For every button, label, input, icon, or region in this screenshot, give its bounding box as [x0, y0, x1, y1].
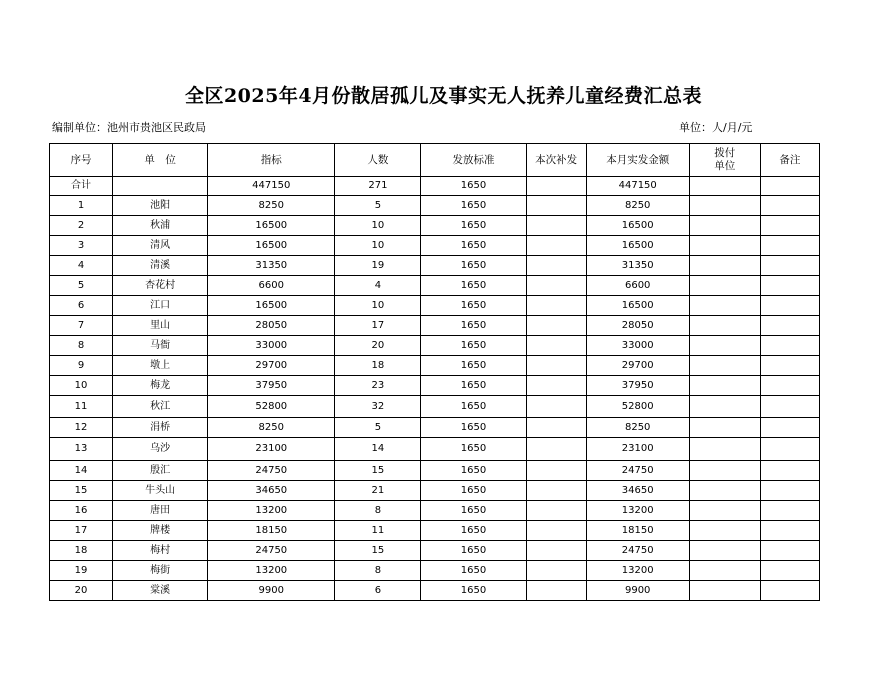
cell-supplement — [526, 581, 586, 601]
cell-payer — [689, 501, 760, 521]
cell-standard: 1650 — [421, 561, 526, 581]
header-remark: 备注 — [760, 144, 819, 177]
cell-supplement — [526, 336, 586, 356]
cell-quota: 37950 — [208, 376, 335, 396]
cell-actual: 52800 — [586, 396, 689, 418]
cell-unit: 里山 — [113, 316, 208, 336]
cell-payer — [689, 336, 760, 356]
cell-quota: 33000 — [208, 336, 335, 356]
total-people: 271 — [335, 177, 421, 196]
cell-actual: 37950 — [586, 376, 689, 396]
cell-standard: 1650 — [421, 236, 526, 256]
cell-supplement — [526, 438, 586, 461]
total-quota: 447150 — [208, 177, 335, 196]
cell-unit: 秋江 — [113, 396, 208, 418]
cell-unit: 清风 — [113, 236, 208, 256]
table-row — [50, 438, 820, 461]
cell-quota: 24750 — [208, 461, 335, 481]
cell-remark — [760, 581, 819, 601]
cell-unit: 梅街 — [113, 561, 208, 581]
cell-supplement — [526, 196, 586, 216]
header-payer — [689, 144, 760, 177]
table-row — [50, 256, 820, 276]
cell-quota: 52800 — [208, 396, 335, 418]
cell-remark — [760, 196, 819, 216]
cell-payer — [689, 316, 760, 336]
cell-standard: 1650 — [421, 396, 526, 418]
cell-supplement — [526, 481, 586, 501]
cell-quota: 16500 — [208, 216, 335, 236]
cell-quota: 34650 — [208, 481, 335, 501]
cell-standard: 1650 — [421, 316, 526, 336]
cell-remark — [760, 541, 819, 561]
cell-supplement — [526, 276, 586, 296]
cell-supplement — [526, 216, 586, 236]
cell-quota: 29700 — [208, 356, 335, 376]
cell-remark — [760, 356, 819, 376]
cell-payer — [689, 396, 760, 418]
cell-people: 18 — [335, 356, 421, 376]
cell-unit: 牌楼 — [113, 521, 208, 541]
cell-actual: 8250 — [586, 418, 689, 438]
cell-no: 5 — [50, 276, 113, 296]
cell-unit: 池阳 — [113, 196, 208, 216]
cell-people: 5 — [335, 196, 421, 216]
cell-standard: 1650 — [421, 521, 526, 541]
cell-unit: 秋浦 — [113, 216, 208, 236]
cell-no: 6 — [50, 296, 113, 316]
cell-supplement — [526, 376, 586, 396]
table-row — [50, 581, 820, 601]
total-label: 合计 — [50, 177, 113, 196]
cell-unit: 马衙 — [113, 336, 208, 356]
cell-no: 12 — [50, 418, 113, 438]
cell-remark — [760, 521, 819, 541]
cell-actual: 8250 — [586, 196, 689, 216]
cell-unit: 乌沙 — [113, 438, 208, 461]
header-quota: 指标 — [208, 144, 335, 177]
cell-payer — [689, 418, 760, 438]
cell-quota: 31350 — [208, 256, 335, 276]
cell-people: 10 — [335, 216, 421, 236]
cell-payer — [689, 561, 760, 581]
cell-supplement — [526, 356, 586, 376]
total-standard: 1650 — [421, 177, 526, 196]
cell-no: 15 — [50, 481, 113, 501]
cell-unit: 清溪 — [113, 256, 208, 276]
cell-actual: 16500 — [586, 236, 689, 256]
cell-actual: 18150 — [586, 521, 689, 541]
cell-standard: 1650 — [421, 481, 526, 501]
cell-people: 11 — [335, 521, 421, 541]
total-supplement — [526, 177, 586, 196]
cell-payer — [689, 541, 760, 561]
total-payer — [689, 177, 760, 196]
table-row — [50, 521, 820, 541]
cell-no: 4 — [50, 256, 113, 276]
cell-people: 15 — [335, 461, 421, 481]
table-row — [50, 316, 820, 336]
cell-quota: 8250 — [208, 196, 335, 216]
cell-people: 4 — [335, 276, 421, 296]
cell-remark — [760, 316, 819, 336]
cell-supplement — [526, 256, 586, 276]
header-payer-label: 拨付单位 — [714, 147, 736, 172]
header-no: 序号 — [50, 144, 113, 177]
cell-unit: 杏花村 — [113, 276, 208, 296]
table-row — [50, 216, 820, 236]
cell-unit: 唐田 — [113, 501, 208, 521]
cell-people: 6 — [335, 581, 421, 601]
cell-no: 19 — [50, 561, 113, 581]
cell-no: 8 — [50, 336, 113, 356]
cell-people: 17 — [335, 316, 421, 336]
cell-unit: 江口 — [113, 296, 208, 316]
cell-remark — [760, 216, 819, 236]
cell-no: 20 — [50, 581, 113, 601]
cell-actual: 16500 — [586, 216, 689, 236]
cell-quota: 23100 — [208, 438, 335, 461]
cell-supplement — [526, 236, 586, 256]
cell-no: 3 — [50, 236, 113, 256]
cell-payer — [689, 521, 760, 541]
cell-standard: 1650 — [421, 581, 526, 601]
cell-actual: 23100 — [586, 438, 689, 461]
cell-supplement — [526, 296, 586, 316]
cell-supplement — [526, 521, 586, 541]
cell-people: 14 — [335, 438, 421, 461]
cell-standard: 1650 — [421, 256, 526, 276]
cell-remark — [760, 418, 819, 438]
cell-unit: 殷汇 — [113, 461, 208, 481]
cell-actual: 28050 — [586, 316, 689, 336]
cell-quota: 8250 — [208, 418, 335, 438]
cell-quota: 13200 — [208, 501, 335, 521]
cell-actual: 31350 — [586, 256, 689, 276]
cell-supplement — [526, 501, 586, 521]
cell-supplement — [526, 461, 586, 481]
cell-standard: 1650 — [421, 461, 526, 481]
cell-standard: 1650 — [421, 541, 526, 561]
cell-remark — [760, 236, 819, 256]
table-row — [50, 236, 820, 256]
cell-people: 21 — [335, 481, 421, 501]
table-row — [50, 461, 820, 481]
cell-remark — [760, 376, 819, 396]
cell-payer — [689, 216, 760, 236]
total-row — [50, 177, 820, 196]
cell-unit: 棠溪 — [113, 581, 208, 601]
cell-unit: 梅村 — [113, 541, 208, 561]
cell-actual: 13200 — [586, 501, 689, 521]
cell-actual: 13200 — [586, 561, 689, 581]
cell-quota: 18150 — [208, 521, 335, 541]
total-unit — [113, 177, 208, 196]
cell-remark — [760, 256, 819, 276]
table-row — [50, 336, 820, 356]
cell-no: 10 — [50, 376, 113, 396]
cell-supplement — [526, 418, 586, 438]
units-label: 单位：人/月/元 — [679, 121, 753, 134]
table-row — [50, 296, 820, 316]
cell-actual: 9900 — [586, 581, 689, 601]
cell-payer — [689, 461, 760, 481]
summary-table — [49, 143, 820, 601]
cell-quota: 16500 — [208, 296, 335, 316]
cell-supplement — [526, 316, 586, 336]
cell-payer — [689, 581, 760, 601]
cell-standard: 1650 — [421, 356, 526, 376]
cell-people: 8 — [335, 561, 421, 581]
cell-no: 18 — [50, 541, 113, 561]
cell-payer — [689, 438, 760, 461]
cell-standard: 1650 — [421, 216, 526, 236]
cell-standard: 1650 — [421, 196, 526, 216]
cell-actual: 24750 — [586, 541, 689, 561]
header-supplement: 本次补发 — [526, 144, 586, 177]
cell-remark — [760, 336, 819, 356]
cell-no: 7 — [50, 316, 113, 336]
cell-remark — [760, 561, 819, 581]
table-row — [50, 418, 820, 438]
cell-payer — [689, 196, 760, 216]
cell-people: 10 — [335, 236, 421, 256]
header-row — [50, 144, 820, 177]
table-row — [50, 501, 820, 521]
cell-supplement — [526, 396, 586, 418]
table-row — [50, 376, 820, 396]
cell-no: 1 — [50, 196, 113, 216]
cell-people: 23 — [335, 376, 421, 396]
cell-standard: 1650 — [421, 376, 526, 396]
table-row — [50, 481, 820, 501]
cell-standard: 1650 — [421, 296, 526, 316]
cell-standard: 1650 — [421, 336, 526, 356]
cell-payer — [689, 256, 760, 276]
table-row — [50, 541, 820, 561]
header-actual: 本月实发金额 — [586, 144, 689, 177]
cell-supplement — [526, 541, 586, 561]
table-row — [50, 561, 820, 581]
cell-quota: 16500 — [208, 236, 335, 256]
cell-actual: 24750 — [586, 461, 689, 481]
cell-payer — [689, 296, 760, 316]
cell-no: 2 — [50, 216, 113, 236]
cell-quota: 9900 — [208, 581, 335, 601]
table-row — [50, 196, 820, 216]
cell-people: 32 — [335, 396, 421, 418]
cell-people: 8 — [335, 501, 421, 521]
cell-remark — [760, 501, 819, 521]
cell-remark — [760, 296, 819, 316]
cell-actual: 16500 — [586, 296, 689, 316]
cell-remark — [760, 438, 819, 461]
cell-remark — [760, 396, 819, 418]
cell-people: 20 — [335, 336, 421, 356]
page-title: 全区2025年4月份散居孤儿及事实无人抚养儿童经费汇总表 — [184, 85, 703, 107]
cell-remark — [760, 481, 819, 501]
cell-no: 16 — [50, 501, 113, 521]
cell-unit: 牛头山 — [113, 481, 208, 501]
cell-payer — [689, 236, 760, 256]
cell-people: 10 — [335, 296, 421, 316]
cell-standard: 1650 — [421, 438, 526, 461]
cell-unit: 墩上 — [113, 356, 208, 376]
cell-unit: 梅龙 — [113, 376, 208, 396]
cell-unit: 涓桥 — [113, 418, 208, 438]
cell-payer — [689, 376, 760, 396]
cell-standard: 1650 — [421, 276, 526, 296]
header-people: 人数 — [335, 144, 421, 177]
cell-actual: 6600 — [586, 276, 689, 296]
table-row — [50, 276, 820, 296]
cell-quota: 28050 — [208, 316, 335, 336]
cell-payer — [689, 276, 760, 296]
total-actual: 447150 — [586, 177, 689, 196]
cell-supplement — [526, 561, 586, 581]
cell-quota: 6600 — [208, 276, 335, 296]
cell-no: 17 — [50, 521, 113, 541]
cell-actual: 34650 — [586, 481, 689, 501]
cell-no: 9 — [50, 356, 113, 376]
cell-payer — [689, 356, 760, 376]
cell-people: 5 — [335, 418, 421, 438]
cell-quota: 13200 — [208, 561, 335, 581]
cell-remark — [760, 276, 819, 296]
table-row — [50, 396, 820, 418]
cell-actual: 29700 — [586, 356, 689, 376]
compiling-unit: 编制单位：池州市贵池区民政局 — [52, 121, 206, 134]
cell-people: 15 — [335, 541, 421, 561]
cell-no: 13 — [50, 438, 113, 461]
cell-no: 11 — [50, 396, 113, 418]
header-unit: 单 位 — [113, 144, 208, 177]
cell-quota: 24750 — [208, 541, 335, 561]
header-standard: 发放标准 — [421, 144, 526, 177]
cell-standard: 1650 — [421, 418, 526, 438]
cell-standard: 1650 — [421, 501, 526, 521]
cell-no: 14 — [50, 461, 113, 481]
table-row — [50, 356, 820, 376]
total-remark — [760, 177, 819, 196]
cell-people: 19 — [335, 256, 421, 276]
cell-remark — [760, 461, 819, 481]
cell-payer — [689, 481, 760, 501]
cell-actual: 33000 — [586, 336, 689, 356]
